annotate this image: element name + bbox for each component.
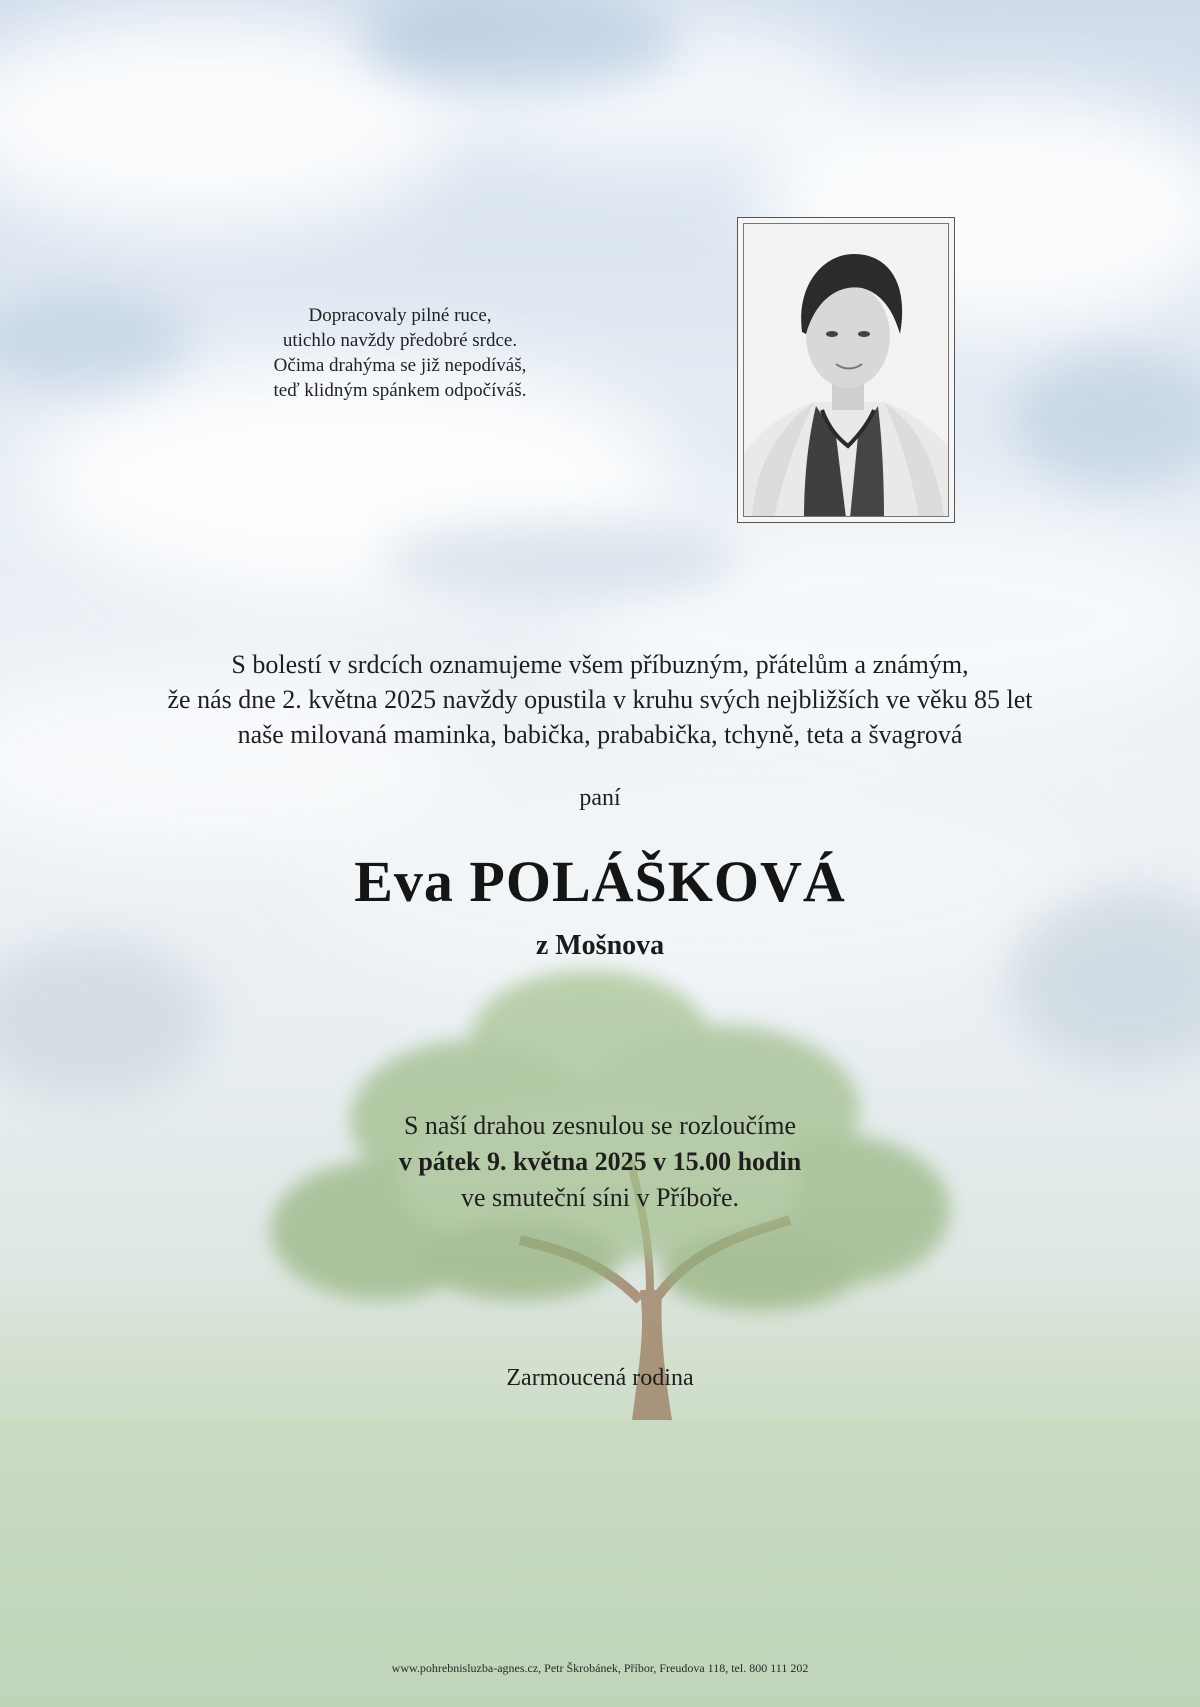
portrait-illustration: [744, 224, 949, 517]
portrait-photo: [743, 223, 949, 517]
honorific: paní: [579, 785, 621, 811]
announcement-line: naše milovaná maminka, babička, prababička, tchyně, teta a švagrová: [237, 720, 963, 749]
funeral-details: [0, 1108, 1200, 1216]
poem-line: teď klidným spánkem odpočíváš.: [273, 380, 527, 401]
deceased-origin: z Mošnova: [535, 930, 665, 961]
poem-line: utichlo navždy předobré srdce.: [282, 330, 518, 351]
funeral-location: ve smuteční síni v Příboře.: [460, 1183, 739, 1212]
funeral-intro: S naší drahou zesnulou se rozloučíme: [403, 1111, 797, 1140]
death-announcement: [60, 647, 1140, 752]
announcement-line: S bolestí v srdcích oznamujeme všem příbuzným, přátelům a známým,: [231, 650, 969, 679]
funeral-datetime: v pátek 9. května 2025 v 15.00 hodin: [398, 1147, 802, 1176]
deceased-name: Eva POLÁŠKOVÁ: [354, 849, 846, 914]
funeral-service-footer: www.pohrebnisluzba-agnes.cz, Petr Škrobánek, Příbor, Freudova 118, tel. 800 111 202: [391, 1661, 809, 1675]
family-signoff: Zarmoucená rodina: [506, 1365, 694, 1391]
memorial-poem: [230, 303, 570, 403]
portrait-frame: [737, 217, 955, 523]
poem-line: Očima drahýma se již nepodíváš,: [273, 355, 527, 376]
announcement-line: že nás dne 2. května 2025 navždy opustila v kruhu svých nejbližších ve věku 85 let: [167, 685, 1033, 714]
poem-line: Dopracovaly pilné ruce,: [308, 305, 492, 326]
